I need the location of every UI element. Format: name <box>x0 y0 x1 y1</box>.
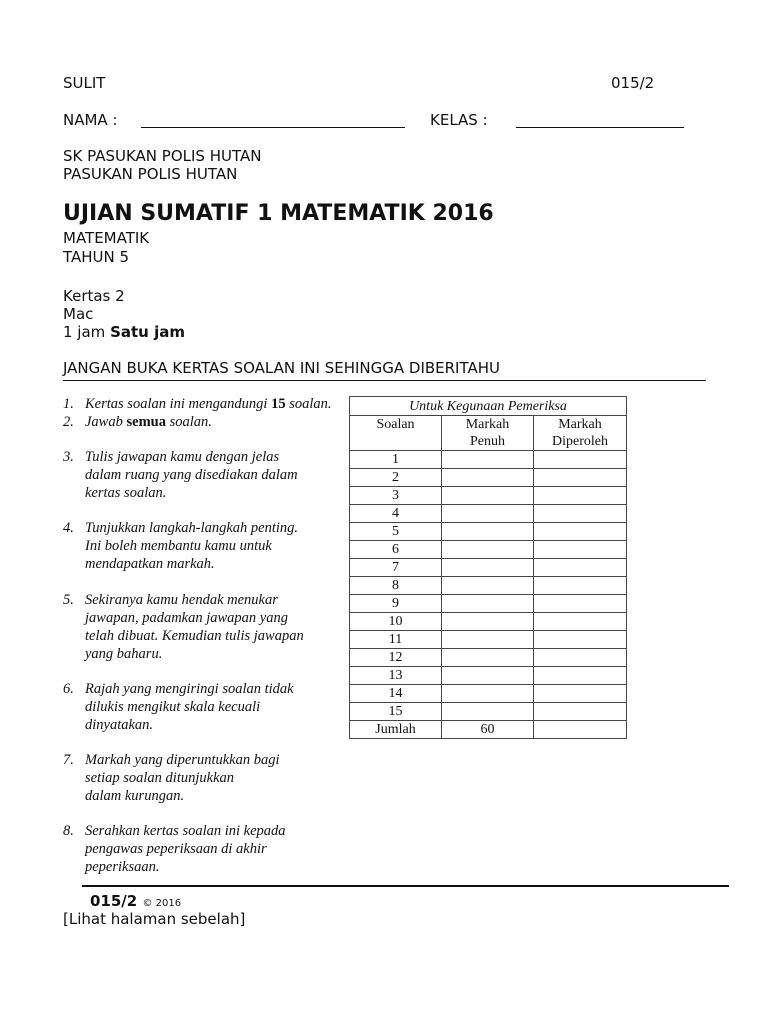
paper-code: 015/2 <box>611 74 655 92</box>
paper-number: Kertas 2 <box>63 287 125 305</box>
instruction-line: kertas soalan. <box>85 485 167 501</box>
instruction-number: 5. <box>63 592 74 608</box>
instruction-line: yang baharu. <box>85 646 163 662</box>
class-label: KELAS : <box>430 111 488 129</box>
header-marks-obtained: Markah Diperoleh <box>534 416 627 451</box>
total-row <box>350 721 627 739</box>
question-number: 3 <box>350 487 442 505</box>
marks-obtained-cell[interactable] <box>534 469 627 487</box>
instruction-line: dilukis mengikut skala kecuali <box>85 699 261 715</box>
instruction-number: 7. <box>63 752 74 768</box>
instruction-line: dalam kurungan. <box>85 788 185 804</box>
table-row <box>350 703 627 721</box>
marks-obtained-cell[interactable] <box>534 649 627 667</box>
instruction-number: 6. <box>63 681 74 697</box>
instruction-line: mendapatkan markah. <box>85 556 215 572</box>
duration-words: Satu jam <box>110 323 185 341</box>
full-marks-cell <box>442 487 534 505</box>
marks-obtained-cell[interactable] <box>534 613 627 631</box>
question-number: 6 <box>350 541 442 559</box>
instruction-number: 2. <box>63 414 74 430</box>
marks-obtained-cell[interactable] <box>534 685 627 703</box>
warning-text: JANGAN BUKA KERTAS SOALAN INI SEHINGGA DIBERITAHU <box>63 359 500 377</box>
marks-obtained-cell[interactable] <box>534 577 627 595</box>
full-marks-cell <box>442 469 534 487</box>
instruction-line: Markah yang diperuntukkan bagi <box>85 752 280 768</box>
footer-divider <box>82 885 729 887</box>
full-marks-cell <box>442 631 534 649</box>
table-row <box>350 469 627 487</box>
instruction-text: soalan. <box>285 396 332 412</box>
instruction-text: Kertas soalan ini mengandungi <box>85 396 272 412</box>
question-number: 12 <box>350 649 442 667</box>
table-row <box>350 541 627 559</box>
subject: MATEMATIK <box>63 229 150 247</box>
next-page-note: [Lihat halaman sebelah] <box>63 910 246 928</box>
full-marks-cell <box>442 613 534 631</box>
full-marks-cell <box>442 685 534 703</box>
full-marks-cell <box>442 649 534 667</box>
marks-obtained-cell[interactable] <box>534 559 627 577</box>
table-row <box>350 649 627 667</box>
instruction-line: dalam ruang yang disediakan dalam <box>85 467 298 483</box>
exam-month: Mac <box>63 305 94 323</box>
duration <box>63 323 185 341</box>
instruction-bold: 15 <box>271 396 286 412</box>
question-number: 7 <box>350 559 442 577</box>
table-row <box>350 595 627 613</box>
full-marks-cell <box>442 451 534 469</box>
instruction-line: Tulis jawapan kamu dengan jelas <box>85 449 280 465</box>
full-marks-cell <box>442 559 534 577</box>
table-row <box>350 613 627 631</box>
instruction-bold: semua <box>126 414 166 430</box>
copyright: © 2016 <box>142 898 182 909</box>
footer-paper-code: 015/2 <box>90 892 138 910</box>
instruction-line: jawapan, padamkan jawapan yang <box>85 610 288 626</box>
instruction-line: Rajah yang mengiringi soalan tidak <box>85 681 294 697</box>
instruction-line: setiap soalan ditunjukkan <box>85 770 235 786</box>
question-number: 2 <box>350 469 442 487</box>
instruction-line: telah dibuat. Kemudian tulis jawapan <box>85 628 304 644</box>
total-obtained-cell[interactable] <box>534 721 627 739</box>
instruction-number: 4. <box>63 520 74 536</box>
question-number: 5 <box>350 523 442 541</box>
table-row <box>350 667 627 685</box>
instruction-line: Serahkan kertas soalan ini kepada <box>85 823 286 839</box>
exam-title: UJIAN SUMATIF 1 MATEMATIK 2016 <box>63 201 494 226</box>
class-field[interactable] <box>516 127 684 128</box>
examiner-table <box>349 396 627 739</box>
full-marks-cell <box>442 541 534 559</box>
table-row <box>350 505 627 523</box>
name-field[interactable] <box>141 127 405 128</box>
table-row <box>350 577 627 595</box>
question-number: 1 <box>350 451 442 469</box>
table-row <box>350 487 627 505</box>
instruction-line: pengawas peperiksaan di akhir <box>85 841 267 857</box>
marks-obtained-cell[interactable] <box>534 667 627 685</box>
instruction-line: Ini boleh membantu kamu untuk <box>85 538 272 554</box>
total-label: Jumlah <box>350 721 442 739</box>
year: TAHUN 5 <box>63 248 130 266</box>
full-marks-cell <box>442 667 534 685</box>
question-number: 13 <box>350 667 442 685</box>
table-row <box>350 631 627 649</box>
marks-obtained-cell[interactable] <box>534 541 627 559</box>
question-number: 10 <box>350 613 442 631</box>
full-marks-cell <box>442 577 534 595</box>
full-marks-cell <box>442 595 534 613</box>
marks-obtained-cell[interactable] <box>534 505 627 523</box>
header-full-marks: Markah Penuh <box>442 416 534 451</box>
marks-obtained-cell[interactable] <box>534 595 627 613</box>
table-row <box>350 523 627 541</box>
full-marks-cell <box>442 523 534 541</box>
question-number: 8 <box>350 577 442 595</box>
name-label: NAMA : <box>63 111 118 129</box>
question-number: 9 <box>350 595 442 613</box>
warning-divider <box>63 380 706 381</box>
instruction-number: 1. <box>63 396 74 412</box>
instruction-line: peperiksaan. <box>85 859 160 875</box>
full-marks-cell <box>442 703 534 721</box>
instruction-line: dinyatakan. <box>85 717 154 733</box>
marks-obtained-cell[interactable] <box>534 523 627 541</box>
school-name: SK PASUKAN POLIS HUTAN <box>63 147 262 165</box>
marks-obtained-cell[interactable] <box>534 451 627 469</box>
question-number: 15 <box>350 703 442 721</box>
instruction-text: Jawab <box>85 414 127 430</box>
header-question: Soalan <box>350 416 442 451</box>
question-number: 11 <box>350 631 442 649</box>
duration-prefix: 1 jam <box>63 323 106 341</box>
table-row <box>350 559 627 577</box>
total-full-marks: 60 <box>442 721 534 739</box>
instruction-number: 8. <box>63 823 74 839</box>
school-location: PASUKAN POLIS HUTAN <box>63 165 238 183</box>
question-number: 4 <box>350 505 442 523</box>
instruction-line: Tunjukkan langkah-langkah penting. <box>85 520 299 536</box>
question-number: 14 <box>350 685 442 703</box>
table-row <box>350 685 627 703</box>
instruction-number: 3. <box>63 449 74 465</box>
table-caption: Untuk Kegunaan Pemeriksa <box>350 397 627 416</box>
table-row <box>350 451 627 469</box>
marks-obtained-cell[interactable] <box>534 703 627 721</box>
footer-code <box>90 892 181 910</box>
instruction-line: Sekiranya kamu hendak menukar <box>85 592 278 608</box>
instruction-text: soalan. <box>165 414 212 430</box>
confidential-label: SULIT <box>63 74 106 92</box>
marks-obtained-cell[interactable] <box>534 631 627 649</box>
marks-obtained-cell[interactable] <box>534 487 627 505</box>
full-marks-cell <box>442 505 534 523</box>
